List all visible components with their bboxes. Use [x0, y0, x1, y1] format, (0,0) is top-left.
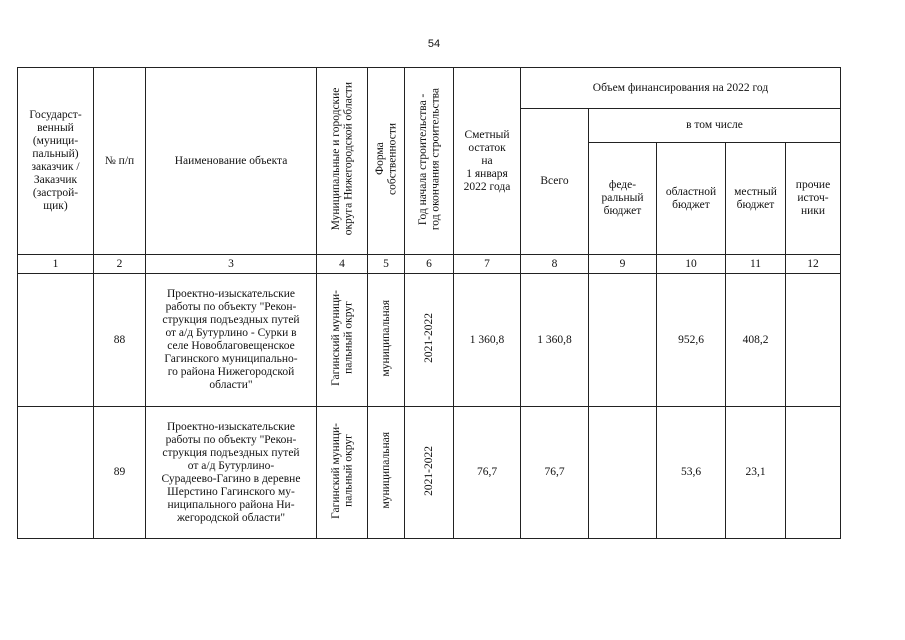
cell-regional: 952,6: [657, 274, 726, 407]
column-number: 6: [405, 255, 454, 274]
cell-num: 88: [94, 274, 146, 407]
cell-num: 89: [94, 407, 146, 539]
column-number: 9: [589, 255, 657, 274]
column-number: 2: [94, 255, 146, 274]
column-number: 5: [368, 255, 405, 274]
cell-total: 1 360,8: [521, 274, 589, 407]
header-federal: феде- ральный бюджет: [589, 143, 657, 255]
header-object-name: Наименование объекта: [146, 68, 317, 255]
cell-object-name: Проектно-изыскательские работы по объекту "Рекон- струкция подъездных путей от а/д Бутурлино - Сурки в селе Новоблаговещенское Гагинского муниципально- го района Нижегородской области": [146, 274, 317, 407]
header-num: № п/п: [94, 68, 146, 255]
header-regional: областной бюджет: [657, 143, 726, 255]
ownership-text: муниципальная: [379, 432, 392, 509]
header-years-cell: [405, 68, 454, 255]
header-including: в том числе: [589, 109, 841, 143]
cell-federal: [589, 407, 657, 539]
years-text: 2021-2022: [422, 313, 435, 363]
column-number: 4: [317, 255, 368, 274]
cell-object-name: Проектно-изыскательские работы по объекту "Рекон- струкция подъездных путей от а/д Бутурлино- Сурадеево-Гагино в деревне Шерстино Гагинского му- ниципального района Ни- жегородской области": [146, 407, 317, 539]
cell-years: [405, 407, 454, 539]
header-estimate: Сметный остаток на 1 января 2022 года: [454, 68, 521, 255]
cell-estimate: 1 360,8: [454, 274, 521, 407]
table-row: [18, 274, 841, 407]
cell-ownership: [368, 274, 405, 407]
page-number: 54: [427, 38, 441, 50]
financing-table: [17, 67, 841, 539]
table-row: [18, 407, 841, 539]
header-local: местный бюджет: [726, 143, 786, 255]
cell-years: [405, 274, 454, 407]
header-ownership-cell: [368, 68, 405, 255]
cell-customer: [18, 274, 94, 407]
cell-other: [786, 274, 841, 407]
cell-district: [317, 407, 368, 539]
header-customer: Государст- венный (муници- пальный) заказчик / Заказчик (застрой- щик): [18, 68, 94, 255]
column-number: 7: [454, 255, 521, 274]
cell-customer: [18, 407, 94, 539]
cell-other: [786, 407, 841, 539]
cell-local: 23,1: [726, 407, 786, 539]
column-number: 10: [657, 255, 726, 274]
header-other: прочие источ- ники: [786, 143, 841, 255]
years-text: 2021-2022: [422, 445, 435, 496]
header-ownership: Форма собственности: [373, 123, 398, 195]
cell-total: 76,7: [521, 407, 589, 539]
district-text: Гагинский муници- пальный округ: [329, 422, 354, 519]
column-number: 8: [521, 255, 589, 274]
header-district: Муниципальные и городские округа Нижегородской области: [329, 82, 354, 236]
header-financing: Объем финансирования на 2022 год: [521, 68, 841, 109]
header-row-1: [18, 68, 841, 109]
district-text: Гагинский муници- пальный округ: [329, 290, 354, 386]
cell-regional: 53,6: [657, 407, 726, 539]
header-total: Всего: [521, 109, 589, 255]
column-number: 1: [18, 255, 94, 274]
header-district-cell: [317, 68, 368, 255]
column-number-row: [18, 255, 841, 274]
column-number: 12: [786, 255, 841, 274]
cell-district: [317, 274, 368, 407]
column-number: 3: [146, 255, 317, 274]
cell-ownership: [368, 407, 405, 539]
cell-local: 408,2: [726, 274, 786, 407]
column-number: 11: [726, 255, 786, 274]
ownership-text: муниципальная: [379, 299, 392, 377]
header-years: Год начала строительства - год окончания строительства: [416, 87, 441, 231]
cell-federal: [589, 274, 657, 407]
cell-estimate: 76,7: [454, 407, 521, 539]
